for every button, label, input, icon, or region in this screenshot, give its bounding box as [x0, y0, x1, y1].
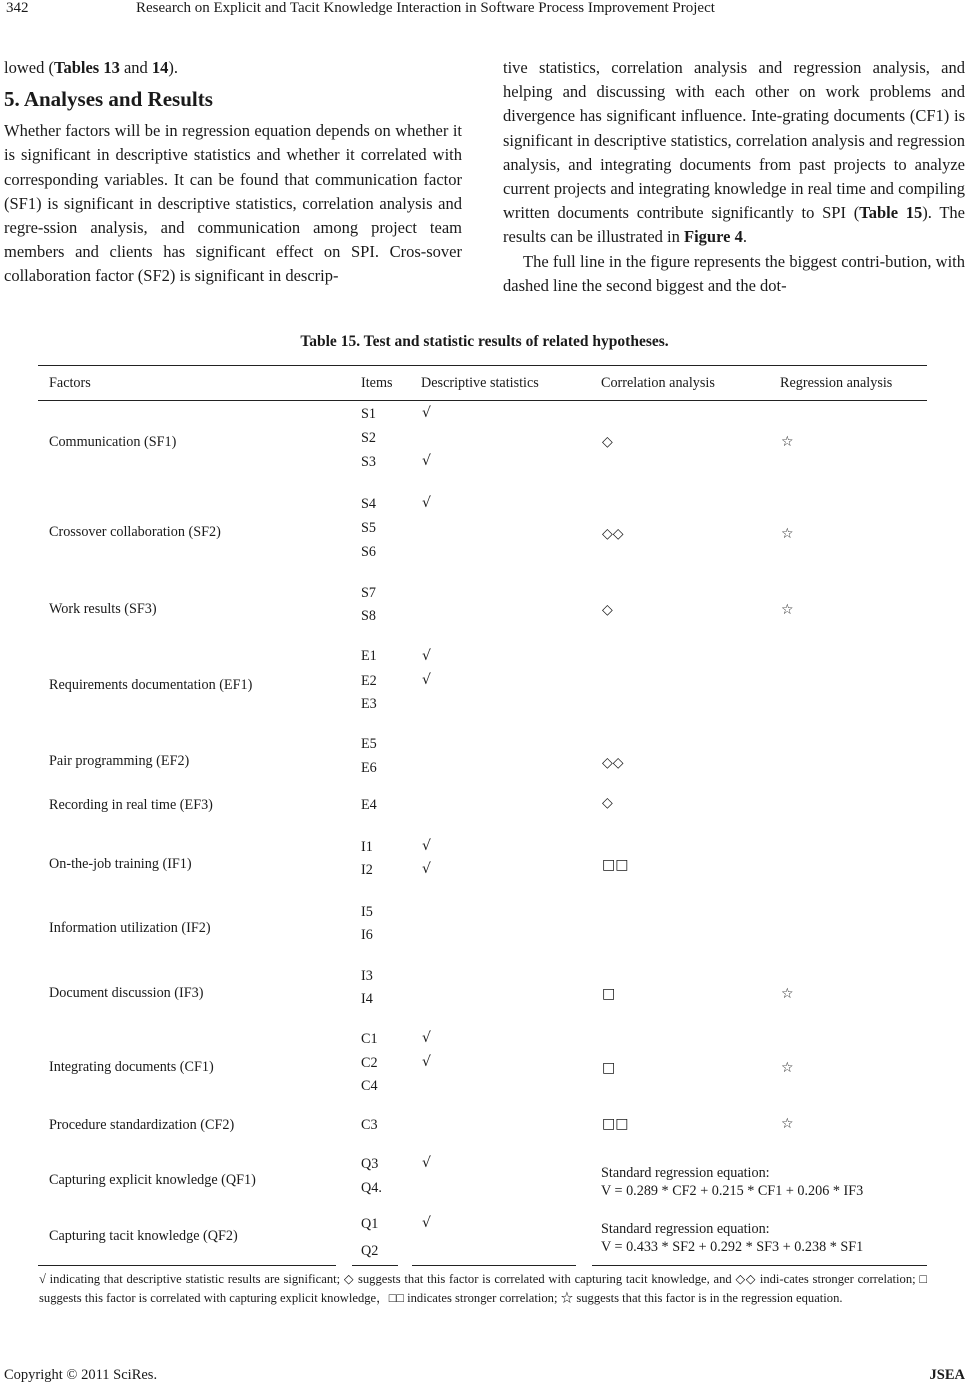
- item-code: I5: [361, 904, 373, 920]
- item-code: E6: [361, 760, 377, 776]
- text-run: ). The results can be illustrated in: [503, 203, 966, 247]
- item-code: I3: [361, 968, 373, 984]
- factor-name: Crossover collaboration (SF2): [49, 524, 221, 540]
- item-code: S6: [361, 544, 376, 560]
- table-ref: Tables 13: [53, 58, 120, 77]
- table-ref: 14: [151, 58, 169, 77]
- item-code: S3: [361, 454, 376, 470]
- correlation-marker: ◇: [602, 434, 613, 450]
- table-bottom-rule-analysis: [592, 1265, 927, 1266]
- table-bottom-rule-factors: [38, 1265, 336, 1266]
- significant-check: √: [422, 405, 431, 421]
- table-header-rule: [38, 400, 927, 401]
- regression-equation-label: Standard regression equation:: [601, 1221, 770, 1237]
- table-ref: Table 15: [859, 203, 923, 223]
- item-code: Q2: [361, 1243, 379, 1259]
- significant-check: √: [422, 1054, 431, 1070]
- table-bottom-rule-items: [352, 1265, 398, 1266]
- significant-check: √: [422, 1215, 431, 1231]
- item-code: S2: [361, 430, 376, 446]
- factor-name: Integrating documents (CF1): [49, 1059, 214, 1075]
- right-paragraph-1: [503, 56, 965, 250]
- correlation-marker: ◇: [602, 602, 613, 618]
- regression-star: ☆: [781, 1116, 794, 1132]
- factor-name: Recording in real time (EF3): [49, 797, 213, 813]
- item-code: C3: [361, 1117, 378, 1133]
- table-footnote: √ indicating that descriptive statistic results are significant; ◇ suggests that this factor is correlated with capturing tacit knowledge, and ◇◇ indi-cates stronger correlation; □ suggests this factor is correlated with capturing explicit knowledge，□□ indicates stronger correlation; ☆ suggests that this factor is in the regression equation.: [39, 1272, 927, 1305]
- correlation-marker: ◇◇: [602, 755, 624, 771]
- header-regression: Regression analysis: [780, 375, 893, 391]
- item-code: I1: [361, 839, 373, 855]
- right-paragraph-2: The full line in the figure represents the biggest contri-bution, with dashed line the second biggest and the dot-: [503, 251, 965, 295]
- item-code: Q4.: [361, 1180, 382, 1196]
- correlation-marker: □: [602, 986, 616, 1002]
- significant-check: √: [422, 1155, 431, 1171]
- table-bottom-rule-desc: [412, 1265, 576, 1266]
- text-run: tive statistics, correlation analysis and regression analysis, and helping and discussing with each other on work problems and divergence has significant influence. Inte-grating documents (CF1) is significant in descriptive statistics, correlation analysis and regression analysis, and integrating documents from past projects to analyze current projects and integrating knowledge in real time and compiling written documents contribute significantly to SPI (: [503, 58, 965, 223]
- factor-name: Requirements documentation (EF1): [49, 677, 253, 693]
- significant-check: √: [422, 861, 431, 877]
- item-code: E3: [361, 696, 377, 712]
- significant-check: √: [422, 495, 431, 511]
- regression-star: ☆: [781, 434, 794, 450]
- table-top-rule: [38, 365, 927, 366]
- item-code: I4: [361, 991, 373, 1007]
- regression-equation-label: Standard regression equation:: [601, 1165, 770, 1181]
- correlation-marker: □□: [602, 1116, 629, 1132]
- factor-name: Capturing explicit knowledge (QF1): [49, 1172, 256, 1188]
- factor-name: On-the-job training (IF1): [49, 856, 192, 872]
- item-code: Q3: [361, 1156, 379, 1172]
- header-factors: Factors: [49, 375, 91, 391]
- regression-star: ☆: [781, 986, 794, 1002]
- significant-check: √: [422, 672, 431, 688]
- section-heading: 5. Analyses and Results: [4, 87, 213, 112]
- left-column: [4, 56, 462, 289]
- significant-check: √: [422, 1030, 431, 1046]
- item-code: I6: [361, 927, 373, 943]
- factor-name: Document discussion (IF3): [49, 985, 204, 1001]
- significant-check: √: [422, 648, 431, 664]
- item-code: Q1: [361, 1216, 379, 1232]
- item-code: S4: [361, 496, 376, 512]
- item-code: E4: [361, 797, 377, 813]
- factor-name: Capturing tacit knowledge (QF2): [49, 1228, 238, 1244]
- correlation-marker: □: [602, 1060, 616, 1076]
- significant-check: √: [422, 453, 431, 469]
- correlation-marker: ◇: [602, 795, 613, 811]
- table-caption: Table 15. Test and statistic results of related hypotheses.: [300, 333, 669, 350]
- factor-name: Communication (SF1): [49, 434, 177, 450]
- correlation-marker: ◇◇: [602, 526, 624, 542]
- regression-star: ☆: [781, 526, 794, 542]
- item-code: C2: [361, 1055, 378, 1071]
- item-code: S7: [361, 585, 376, 601]
- regression-equation: V = 0.289 * CF2 + 0.215 * CF1 + 0.206 * IF3: [601, 1183, 864, 1199]
- header-correlation: Correlation analysis: [601, 375, 715, 391]
- running-title: Research on Explicit and Tacit Knowledge Interaction in Software Process Improvement Project: [136, 0, 715, 16]
- regression-star: ☆: [781, 1060, 794, 1076]
- item-code: E2: [361, 673, 377, 689]
- text-run: ).: [168, 58, 179, 77]
- item-code: E1: [361, 648, 377, 664]
- significant-check: √: [422, 838, 431, 854]
- item-code: E5: [361, 736, 377, 752]
- header-descriptive: Descriptive statistics: [421, 375, 539, 391]
- factor-name: Work results (SF3): [49, 601, 157, 617]
- item-code: I2: [361, 862, 373, 878]
- regression-star: ☆: [781, 602, 794, 618]
- regression-equation: V = 0.433 * SF2 + 0.292 * SF3 + 0.238 * SF1: [601, 1239, 864, 1255]
- text-run: lowed (: [4, 58, 54, 77]
- item-code: S8: [361, 608, 376, 624]
- left-paragraph-1: [4, 56, 462, 80]
- correlation-marker: □□: [602, 857, 629, 873]
- item-code: S1: [361, 406, 376, 422]
- left-paragraph-2: Whether factors will be in regression equation depends on whether it is significant in descriptive statistics and whether it correlated with corresponding variables. It can be found that communication factor (SF1) is significant in descriptive statistics, correlation analysis and regre-ssion analysis, and communication among project team members and clients has significant effect on SPI. Cros-sover collaboration factor (SF2) is significant in descrip-: [4, 121, 462, 286]
- item-code: C1: [361, 1031, 378, 1047]
- factor-name: Information utilization (IF2): [49, 920, 211, 936]
- item-code: S5: [361, 520, 376, 536]
- text-run: and: [119, 58, 152, 77]
- journal-name: JSEA: [929, 1367, 965, 1383]
- right-column: [503, 56, 965, 298]
- text-run: .: [742, 227, 747, 247]
- factor-name: Pair programming (EF2): [49, 753, 190, 769]
- page-number: 342: [6, 0, 29, 16]
- factor-name: Procedure standardization (CF2): [49, 1117, 235, 1133]
- copyright: Copyright © 2011 SciRes.: [4, 1367, 158, 1383]
- item-code: C4: [361, 1078, 378, 1094]
- header-items: Items: [361, 375, 393, 391]
- figure-ref: Figure 4: [684, 227, 743, 247]
